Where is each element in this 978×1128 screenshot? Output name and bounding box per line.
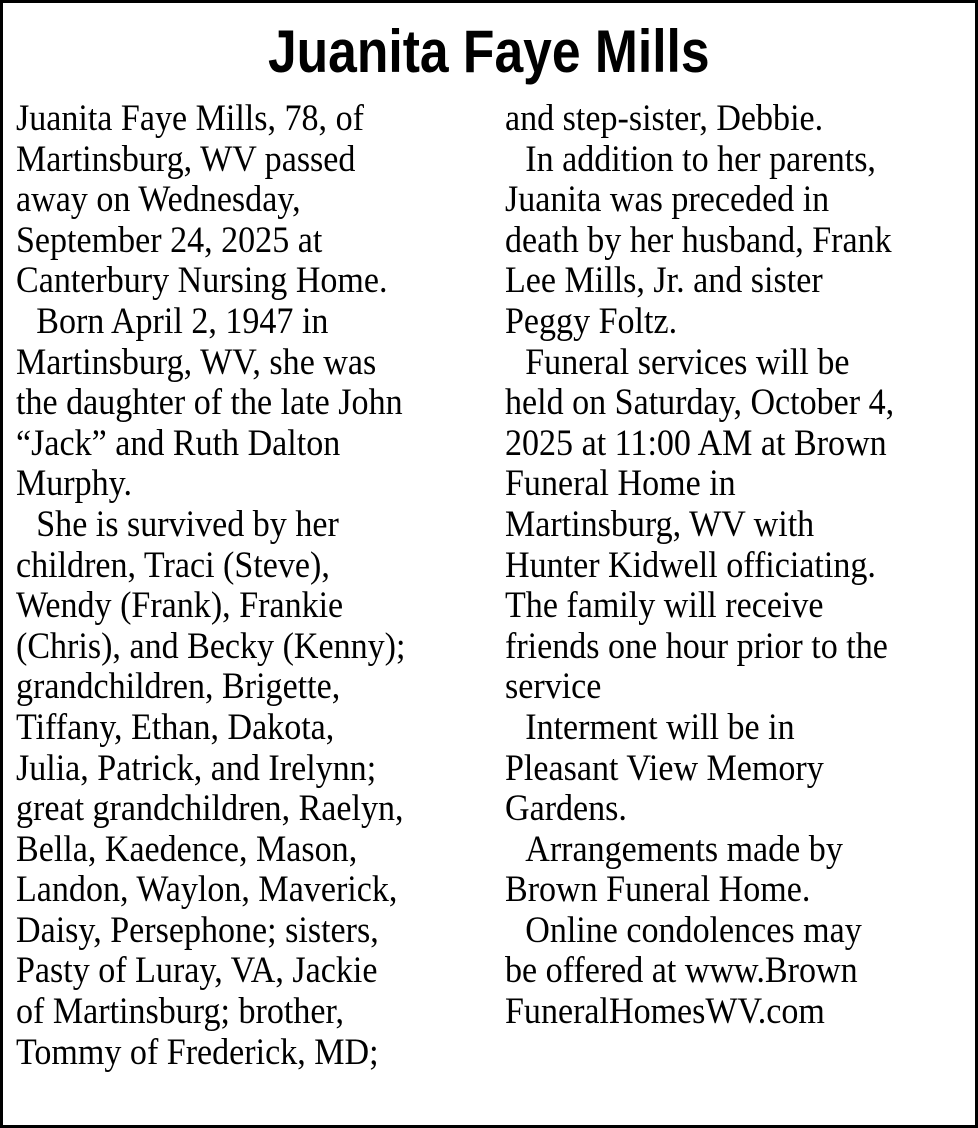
left-column [16,99,439,1073]
text-line: service [505,666,602,708]
text-line: Funeral Home in [505,463,736,505]
text-line: great grandchildren, Raelyn, [16,788,404,830]
text-line: held on Saturday, October 4, [505,382,895,424]
text-line: Bella, Kaedence, Mason, [16,828,358,870]
text-line: Hunter Kidwell officiating. [505,544,876,586]
text-line: away on Wednesday, [16,179,301,221]
text-line: September 24, 2025 at [16,219,323,261]
text-line: Martinsburg, WV with [505,503,815,545]
text-line: Landon, Waylon, Maverick, [16,869,398,911]
text-line: Brown Funeral Home. [505,869,811,911]
text-line: the daughter of the late John [16,382,403,424]
text-line: children, Traci (Steve), [16,544,330,586]
text-line: Martinsburg, WV, she was [16,341,377,383]
text-line: Funeral services will be [525,341,850,383]
text-line: Pleasant View Memory [505,747,824,789]
text-line: Arrangements made by [525,828,843,870]
text-line: be offered at www.Brown [505,950,858,992]
text-line: Canterbury Nursing Home. [16,260,388,302]
text-line: and step-sister, Debbie. [505,98,824,139]
text-line: In addition to her parents, [525,138,876,180]
text-line: Pasty of Luray, VA, Jackie [16,950,378,992]
text-line: (Chris), and Becky (Kenny); [16,625,406,667]
text-line: Julia, Patrick, and Irelynn; [16,747,377,789]
text-line: Interment will be in [525,706,795,748]
text-line: FuneralHomesWV.com [505,991,825,1033]
text-line: 2025 at 11:00 AM at Brown [505,422,887,464]
text-line: “Jack” and Ruth Dalton [16,422,341,464]
text-line: She is survived by her [36,503,339,545]
text-line: Peggy Foltz. [505,300,678,342]
text-line: Murphy. [16,463,132,505]
text-line: Tommy of Frederick, MD; [16,1031,379,1073]
text-line: Martinsburg, WV passed [16,138,356,180]
text-line: Online condolences may [525,909,862,951]
title-text: Juanita Faye Mills [268,18,710,85]
text-line: friends one hour prior to the [505,625,888,667]
text-line: death by her husband, Frank [505,219,892,261]
text-line: Wendy (Frank), Frankie [16,585,344,627]
text-line: Tiffany, Ethan, Dakota, [16,706,335,748]
text-line: Gardens. [505,788,627,830]
right-column [505,99,928,1033]
text-line: Juanita Faye Mills, 78, of [16,98,364,139]
text-line: of Martinsburg; brother, [16,991,344,1033]
text-line: Daisy, Persephone; sisters, [16,909,379,951]
text-line: grandchildren, Brigette, [16,666,341,708]
text-line: Born April 2, 1947 in [36,300,329,342]
text-line: Lee Mills, Jr. and sister [505,260,823,302]
obituary-title [3,17,975,87]
text-line: Juanita was preceded in [505,179,830,221]
text-line: The family will receive [505,585,824,627]
